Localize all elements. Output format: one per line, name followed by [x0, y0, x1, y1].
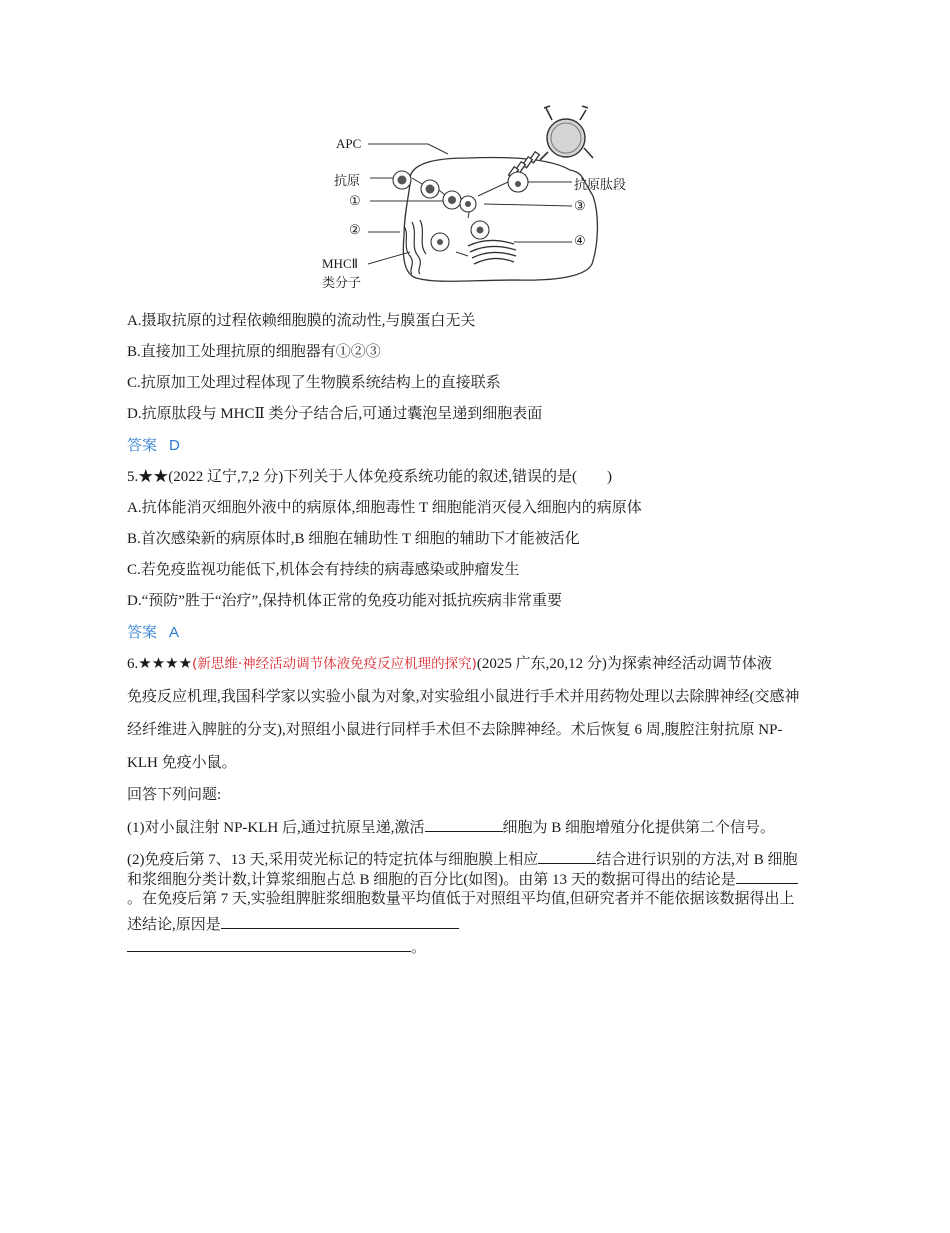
q4-option-b: B.直接加工处理抗原的细胞器有①②③	[127, 344, 381, 360]
label-antigen: 抗原	[334, 173, 361, 188]
q5-option-a: A.抗体能消灭细胞外液中的病原体,细胞毒性 T 细胞能消灭侵入细胞内的病原体	[127, 500, 642, 516]
apc-cell-outline	[403, 158, 597, 282]
label-one: ①	[349, 193, 361, 208]
q6-part-2-text-a: (2)免疫后第 7、13 天,采用荧光标记的特定抗体与细胞膜上相应	[127, 852, 539, 868]
q6-part-2-line-3: 。在免疫后第 7 天,实验组脾脏浆细胞数量平均值低于对照组平均值,但研究者并不能依据该数据得出上	[127, 891, 795, 907]
q6-part-2-line-2	[127, 868, 798, 890]
q6-part-1-text-a: (1)对小鼠注射 NP-KLH 后,通过抗原呈递,激活	[127, 820, 425, 836]
q6-part-2-blank-2[interactable]	[736, 868, 798, 884]
q4-answer-label: 答案	[127, 437, 158, 454]
q4-option-a: A.摄取抗原的过程依赖细胞膜的流动性,与膜蛋白无关	[127, 313, 476, 329]
label-mhc-2: 类分子	[322, 275, 362, 290]
apc-diagram-svg	[318, 96, 638, 292]
q5-option-c: C.若免疫监视功能低下,机体会有持续的病毒感染或肿瘤发生	[127, 562, 520, 578]
label-three: ③	[574, 198, 586, 213]
q6-stem-line-1	[127, 654, 772, 674]
t-cell	[547, 119, 585, 157]
q5-answer	[127, 623, 179, 643]
q6-part-2-line-4	[127, 913, 459, 935]
label-two: ②	[349, 222, 361, 237]
q5-option-d: D.“预防”胜于“治疗”,保持机体正常的免疫功能对抵抗疾病非常重要	[127, 593, 562, 609]
vesicles	[393, 171, 528, 251]
q4-answer-value: D	[169, 437, 180, 454]
label-four: ④	[574, 233, 586, 248]
q6-part-2-blank-3[interactable]	[221, 913, 459, 929]
q6-part-1-blank[interactable]	[425, 816, 503, 832]
q6-part-2-blank-1[interactable]	[538, 848, 596, 864]
q4-option-d: D.抗原肽段与 MHCⅡ 类分子结合后,可通过囊泡呈递到细胞表面	[127, 406, 543, 422]
label-peptide: 抗原肽段	[574, 177, 627, 192]
q6-stem-1: (2025 广东,20,12 分)为探索神经活动调节体液	[476, 656, 772, 672]
q5-answer-value: A	[169, 624, 180, 641]
q6-part-2-text-c: 和浆细胞分类计数,计算浆细胞占总 B 细胞的百分比(如图)。由第 13 天的数据可得出的结论是	[127, 872, 736, 888]
q4-option-c: C.抗原加工处理过程体现了生物膜系统结构上的直接联系	[127, 375, 501, 391]
label-mhc-1: MHCⅡ	[322, 256, 359, 271]
q6-part-2-text-d: 述结论,原因是	[127, 917, 221, 933]
q6-part-2-blank-4[interactable]	[127, 936, 411, 952]
q6-stem-line-3: 经纤维进入脾脏的分支),对照组小鼠进行同样手术但不去除脾神经。术后恢复 6 周,腹腔注射抗原 NP-	[127, 722, 783, 738]
q6-part-2-line-5	[127, 936, 426, 958]
q6-part-2-text-b: 结合进行识别的方法,对 B 细胞	[596, 852, 798, 868]
apc-diagram	[318, 96, 638, 292]
q6-tag: (新思维·神经活动调节体液免疫反应机理的探究)	[192, 656, 477, 672]
q6-stem-line-2: 免疫反应机理,我国科学家以实验小鼠为对象,对实验组小鼠进行手术并用药物处理以去除脾神经(交感神	[127, 689, 800, 705]
q6-part-1	[127, 816, 775, 838]
golgi-apparatus	[468, 240, 516, 264]
q6-stem-line-4: KLH 免疫小鼠。	[127, 755, 237, 771]
q5-stem: 5.★★(2022 辽宁,7,2 分)下列关于人体免疫系统功能的叙述,错误的是( )	[127, 469, 612, 485]
q6-prefix: 6.★★★★	[127, 656, 193, 672]
q4-answer	[127, 436, 180, 456]
endoplasmic-reticulum	[404, 220, 426, 274]
label-apc: APC	[336, 136, 362, 151]
q5-option-b: B.首次感染新的病原体时,B 细胞在辅助性 T 细胞的辅助下才能被活化	[127, 531, 580, 547]
q5-answer-label: 答案	[127, 624, 158, 641]
q6-part-1-text-b: 细胞为 B 细胞增殖分化提供第二个信号。	[502, 820, 776, 836]
q6-prompt: 回答下列问题:	[127, 787, 222, 803]
q6-part-2-end: 。	[411, 940, 427, 956]
q6-part-2-line-1	[127, 848, 798, 870]
